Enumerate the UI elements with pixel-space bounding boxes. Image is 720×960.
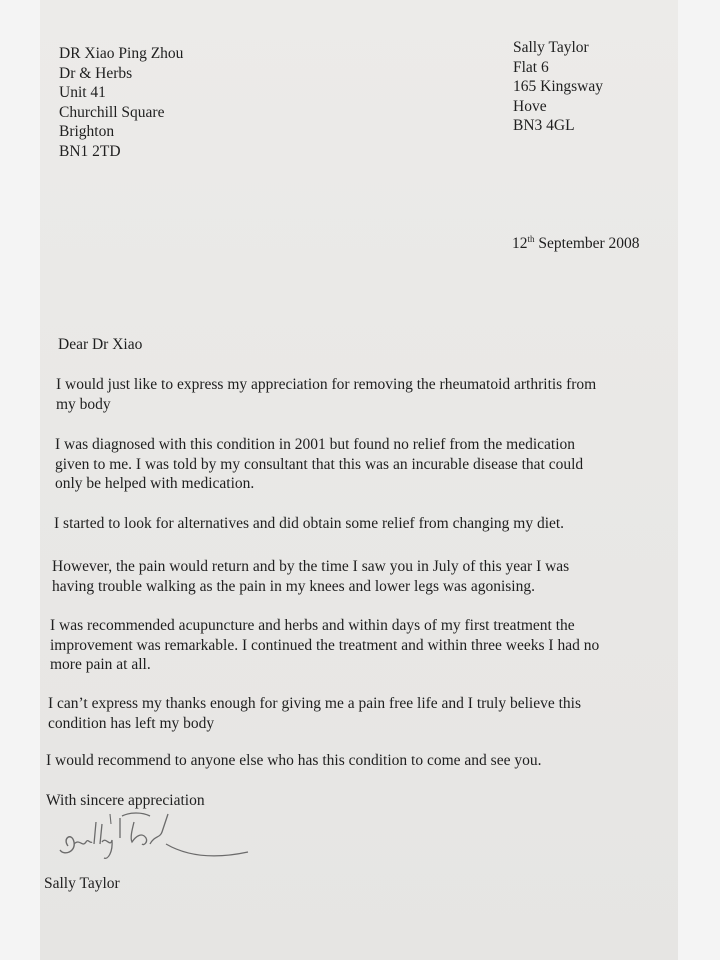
left-margin-background [0,0,40,960]
recipient-line: BN1 2TD [59,142,121,160]
paragraph-diagnosis [55,435,583,494]
paragraph-alternatives [54,514,564,534]
paragraph-line: I started to look for alternatives and did obtain some relief from changing my diet. [54,515,565,532]
recipient-line: Dr & Herbs [59,64,133,82]
paragraph-line: However, the pain would return and by the time I saw you in July of this year I was [52,558,570,575]
closing: With sincere appreciation [46,792,205,809]
paragraph-line: more pain at all. [50,656,151,673]
paragraph-recommend [46,751,541,771]
recipient-line: Brighton [59,123,115,140]
recipient-line: DR Xiao Ping Zhou [59,45,184,62]
paragraph-line: I was diagnosed with this condition in 2001 but found no relief from the medication [55,436,576,453]
recipient-line: Unit 41 [59,84,106,101]
sender-line: Hove [513,97,547,115]
date-day: 12 [512,235,528,252]
paragraph-treatment [50,616,599,675]
paragraph-thanks [48,694,581,733]
paragraph-line: given to me. I was told by my consultant that this was an incurable disease that could [55,455,584,473]
paragraph-pain-return [52,557,569,596]
date-suffix: th [527,233,535,244]
paragraph-line: condition has left my body [48,714,215,732]
paragraph-line: I would recommend to anyone else who has this condition to come and see you. [46,752,542,769]
paragraph-line: I can’t express my thanks enough for giving me a pain free life and I truly believe this [48,695,582,712]
sender-line: Flat 6 [513,58,549,76]
paragraph-appreciation [56,375,596,414]
paragraph-line: only be helped with medication. [55,475,255,492]
recipient-line: Churchill Square [59,103,165,121]
right-margin-background [678,0,720,960]
recipient-address [59,44,183,161]
letter-date [512,234,640,254]
salutation: Dear Dr Xiao [58,336,143,353]
paragraph-line: having trouble walking as the pain in my knees and lower legs was agonising. [52,577,535,595]
letter-page [40,0,678,960]
signature-name: Sally Taylor [44,875,120,892]
sender-line: BN3 4GL [513,117,575,134]
date-month-year: September 2008 [538,235,640,252]
sender-line: Sally Taylor [513,39,589,56]
paragraph-line: my body [56,395,111,413]
handwritten-signature [50,808,270,866]
paragraph-line: I would just like to express my appreciation for removing the rheumatoid arthritis from [56,376,597,393]
paragraph-line: improvement was remarkable. I continued the treatment and within three weeks I had no [50,636,600,654]
paragraph-line: I was recommended acupuncture and herbs and within days of my first treatment the [50,617,575,634]
sender-line: 165 Kingsway [513,78,603,95]
sender-address [513,38,603,136]
